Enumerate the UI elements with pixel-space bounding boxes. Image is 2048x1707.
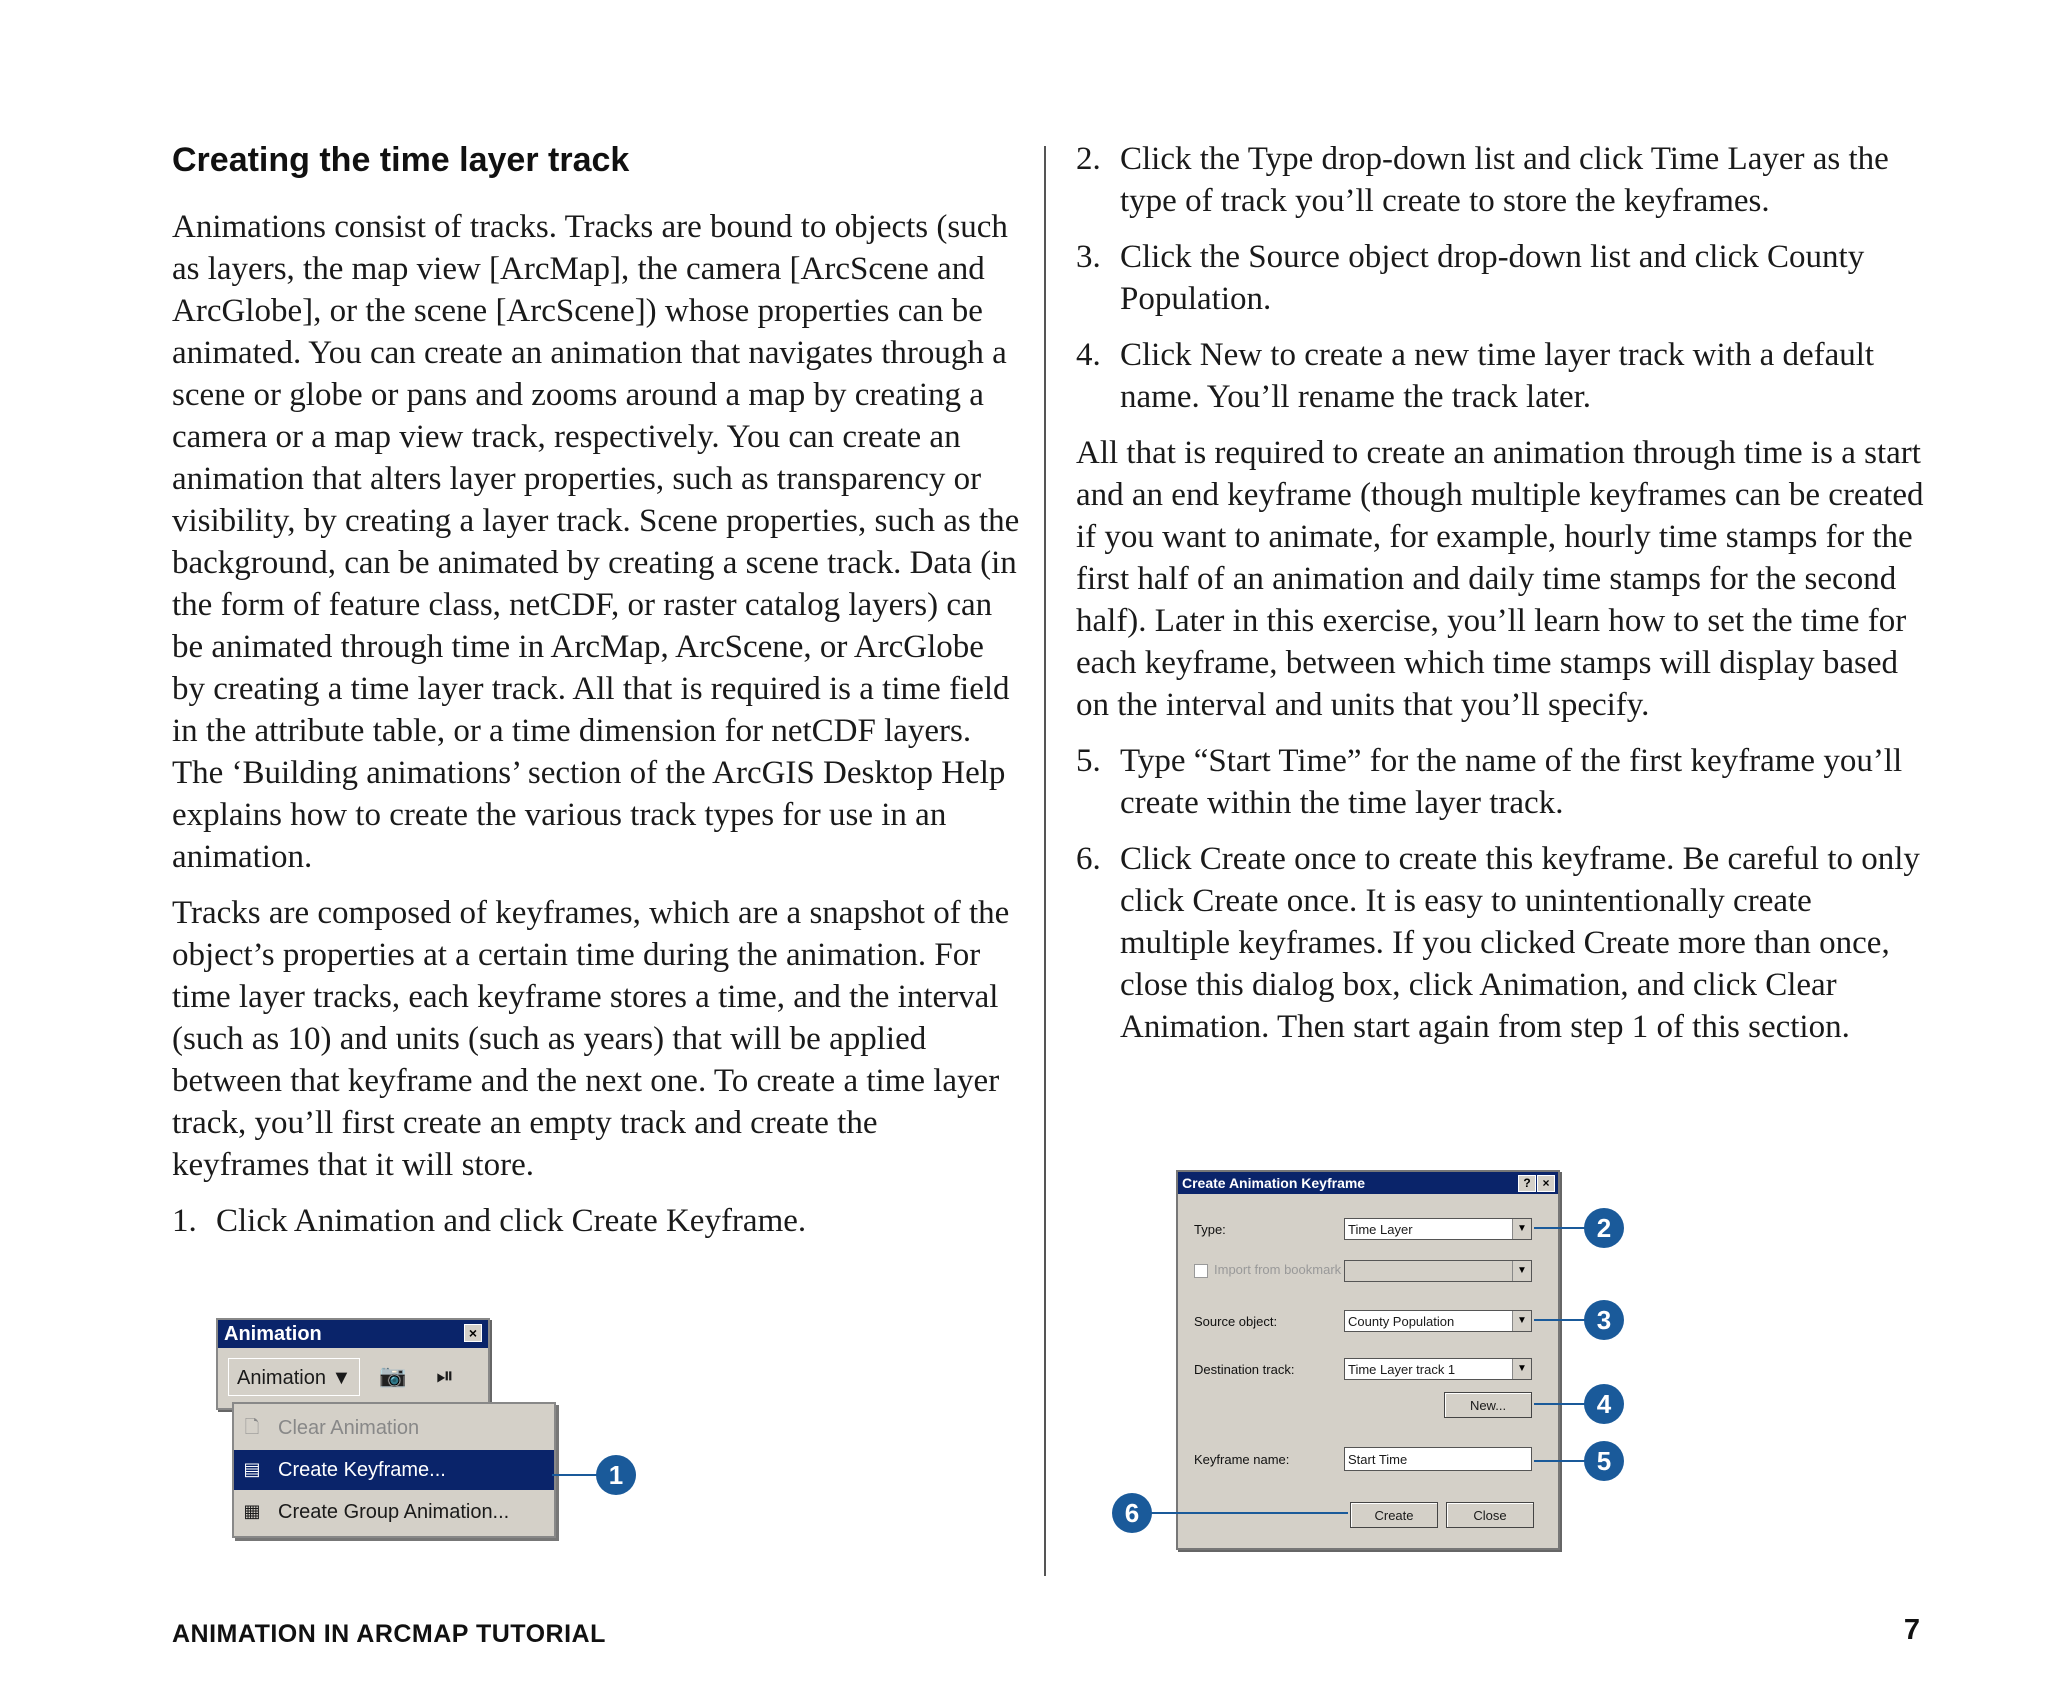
help-icon[interactable]: ?	[1518, 1175, 1536, 1192]
toolbar-title: Animation	[224, 1323, 322, 1345]
source-object-value: County Population	[1348, 1314, 1455, 1329]
callout-line	[1534, 1227, 1588, 1229]
step-number: 4.	[1076, 337, 1101, 373]
section-heading: Creating the time layer track	[172, 141, 630, 179]
callout-badge: 3	[1584, 1300, 1624, 1340]
step-text: Click New to create a new time layer track with a default name. You’ll rename the track later.	[1120, 337, 1875, 415]
new-button[interactable]: New...	[1444, 1392, 1532, 1418]
step-text: Type “Start Time” for the name of the first keyframe you’ll create within the time layer track.	[1120, 743, 1903, 821]
menu-item-clear-animation[interactable]	[234, 1408, 554, 1448]
step-3	[1076, 236, 1926, 320]
callout-badge: 2	[1584, 1208, 1624, 1248]
callout-badge: 5	[1584, 1441, 1624, 1481]
bookmark-dropdown	[1344, 1260, 1532, 1282]
step-number: 6.	[1076, 841, 1101, 877]
chevron-down-icon: ▼	[1512, 1311, 1531, 1331]
step-5	[1076, 740, 1926, 824]
group-animation-icon: ▦	[243, 1501, 261, 1522]
callout-line	[1148, 1512, 1348, 1514]
step-4	[1076, 334, 1926, 418]
chevron-down-icon: ▼	[1512, 1359, 1531, 1379]
close-icon[interactable]: ×	[464, 1324, 482, 1342]
step-number: 2.	[1076, 141, 1101, 177]
step-number: 1.	[172, 1203, 197, 1239]
step-6	[1076, 838, 1926, 1048]
footer-title: ANIMATION IN ARCMAP TUTORIAL	[172, 1620, 606, 1648]
destination-track-dropdown[interactable]	[1344, 1358, 1532, 1380]
play-pause-icon[interactable]: ⏯	[436, 1364, 454, 1389]
chevron-down-icon: ▼	[1512, 1261, 1531, 1281]
column-divider	[1044, 146, 1046, 1576]
close-button[interactable]: Close	[1446, 1502, 1534, 1528]
close-icon[interactable]: ×	[1537, 1175, 1555, 1192]
animation-dropdown[interactable]: Animation ▼	[228, 1358, 360, 1396]
import-bookmark-checkbox[interactable]	[1194, 1264, 1208, 1278]
menu-item-label: Create Keyframe...	[278, 1459, 446, 1481]
menu-item-label: Create Group Animation...	[278, 1501, 510, 1523]
page-number: 7	[1903, 1614, 1920, 1646]
blank-page-icon: 🗋	[244, 1417, 260, 1438]
dialog-titlebar	[1178, 1172, 1558, 1194]
paragraph-keyframes: Tracks are composed of keyframes, which are a snapshot of the object’s properties at a certain time during the animation. For time layer tracks, each keyframe stores a time, and the interval (such as 10) and units (such as years) that will be applied between that keyframe and the next one. To create a time layer track, you’ll first create an empty track and create the keyframes that it will store.	[172, 895, 1010, 1183]
toolbar-titlebar	[218, 1320, 488, 1348]
source-object-label: Source object:	[1194, 1314, 1278, 1329]
step-2	[1076, 138, 1926, 222]
import-bookmark-label: Import from bookmark	[1214, 1262, 1342, 1277]
step-1	[172, 1200, 1022, 1242]
create-keyframe-dialog	[1176, 1170, 1560, 1550]
step-text: Click Animation and click Create Keyframe.	[216, 1203, 807, 1239]
callout-line	[1534, 1460, 1588, 1462]
keyframe-icon: ▤	[243, 1459, 261, 1480]
left-column	[172, 138, 1022, 1256]
type-value: Time Layer	[1348, 1222, 1413, 1237]
destination-track-label: Destination track:	[1194, 1362, 1295, 1377]
callout-line	[1534, 1319, 1588, 1321]
source-object-dropdown[interactable]	[1344, 1310, 1532, 1332]
animation-toolbar-figure	[216, 1318, 646, 1548]
step-number: 5.	[1076, 743, 1101, 779]
type-label: Type:	[1194, 1222, 1226, 1237]
keyframe-name-label: Keyframe name:	[1194, 1452, 1290, 1467]
right-column	[1076, 138, 1926, 1062]
keyframe-name-input[interactable]: Start Time	[1344, 1447, 1532, 1471]
animation-toolbar	[216, 1318, 490, 1410]
callout-line	[1534, 1403, 1588, 1405]
step-text: Click the Type drop-down list and click Time Layer as the type of track you’ll create to store the keyframes.	[1120, 141, 1889, 219]
type-dropdown[interactable]	[1344, 1218, 1532, 1240]
animation-menu	[232, 1402, 556, 1538]
paragraph-time: All that is required to create an animation through time is a start and an end keyframe (though multiple keyframes can be created if you want to animate, for example, hourly time stamps for the first half of an animation and daily time stamps for the second half). Later in this exercise, you’ll learn how to set the time for each keyframe, between which time stamps will display based on the interval and units that you’ll specify.	[1076, 435, 1924, 723]
menu-item-create-group-animation[interactable]	[234, 1492, 554, 1532]
chevron-down-icon: ▼	[1512, 1219, 1531, 1239]
capture-view-icon[interactable]: 📷	[379, 1364, 407, 1389]
dialog-title: Create Animation Keyframe	[1182, 1175, 1366, 1191]
paragraph-tracks: Animations consist of tracks. Tracks are bound to objects (such as layers, the map view [ArcMap], the camera [ArcScene and ArcGlobe], or the scene [ArcScene]) whose properties can be animated. You can create an animation that navigates through a scene or globe or pans and zooms around a map by creating a camera or a map view track, respectively. You can create an animation that alters layer properties, such as transparency or visibility, by creating a layer track. Scene properties, such as the background, can be animated by creating a scene track. Data (in the form of feature class, netCDF, or raster catalog layers) can be animated through time in ArcMap, ArcScene, or ArcGlobe by creating a time layer track. All that is required is a time field in the attribute table, or a time dimension for netCDF layers. The ‘Building animations’ section of the ArcGIS Desktop Help explains how to create the various track types for use in an animation.	[172, 209, 1020, 875]
callout-badge: 6	[1112, 1493, 1152, 1533]
callout-badge: 4	[1584, 1384, 1624, 1424]
create-button[interactable]: Create	[1350, 1502, 1438, 1528]
destination-track-value: Time Layer track 1	[1348, 1362, 1456, 1377]
step-text: Click the Source object drop-down list and click County Population.	[1120, 239, 1865, 317]
step-number: 3.	[1076, 239, 1101, 275]
menu-item-create-keyframe[interactable]	[234, 1450, 554, 1490]
step-text: Click Create once to create this keyframe. Be careful to only click Create once. It is easy to unintentionally create multiple keyframes. If you clicked Create more than once, close this dialog box, click Animation, and click Clear Animation. Then start again from step 1 of this section.	[1120, 841, 1920, 1045]
menu-item-label: Clear Animation	[278, 1417, 420, 1439]
callout-badge: 1	[596, 1455, 636, 1495]
